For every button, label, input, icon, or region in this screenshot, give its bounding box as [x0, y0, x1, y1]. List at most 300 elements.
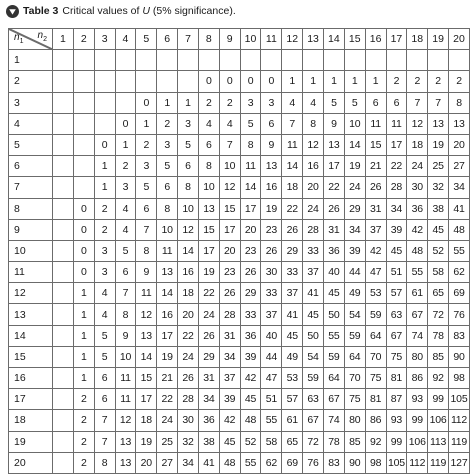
table-cell: 106: [407, 431, 428, 452]
table-cell: [53, 156, 74, 177]
table-cell: 78: [323, 431, 344, 452]
table-cell: 3: [136, 156, 157, 177]
table-cell: 33: [303, 240, 324, 261]
table-cell: 19: [157, 346, 178, 367]
table-cell: 40: [261, 325, 282, 346]
table-cell: 106: [428, 410, 449, 431]
table-cell: 42: [407, 219, 428, 240]
table-cell: 86: [407, 368, 428, 389]
table-cell: 10: [178, 198, 199, 219]
table-cell: 1: [136, 113, 157, 134]
table-cell: 69: [449, 283, 470, 304]
table-cell: 0: [261, 71, 282, 92]
table-cell: 2: [219, 92, 240, 113]
table-cell: 22: [157, 389, 178, 410]
table-cell: 2: [73, 389, 94, 410]
table-cell: 112: [449, 410, 470, 431]
column-header: 8: [198, 29, 219, 50]
table-cell: 9: [115, 325, 136, 346]
column-header: 16: [365, 29, 386, 50]
table-cell: 2: [198, 92, 219, 113]
table-cell: [157, 71, 178, 92]
table-cell: 44: [344, 262, 365, 283]
table-cell: [428, 50, 449, 71]
table-cell: 29: [344, 198, 365, 219]
table-row: [9, 346, 470, 367]
table-cell: 1: [178, 92, 199, 113]
table-cell: 13: [261, 156, 282, 177]
table-cell: 1: [115, 134, 136, 155]
table-cell: 19: [344, 156, 365, 177]
table-row: [9, 389, 470, 410]
table-cell: 54: [344, 304, 365, 325]
column-header: 6: [157, 29, 178, 50]
table-cell: 5: [94, 325, 115, 346]
table-cell: 45: [282, 325, 303, 346]
column-header: 20: [449, 29, 470, 50]
table-cell: 34: [198, 389, 219, 410]
table-cell: 16: [178, 262, 199, 283]
table-cell: 127: [449, 452, 470, 473]
table-cell: 0: [73, 262, 94, 283]
table-cell: 39: [219, 389, 240, 410]
table-cell: 4: [198, 113, 219, 134]
table-cell: 67: [407, 304, 428, 325]
table-cell: 11: [136, 283, 157, 304]
table-cell: 24: [157, 410, 178, 431]
table-cell: 67: [386, 325, 407, 346]
table-cell: 4: [115, 219, 136, 240]
column-header: 3: [94, 29, 115, 50]
table-cell: 31: [198, 368, 219, 389]
table-cell: 30: [407, 177, 428, 198]
table-cell: 6: [136, 198, 157, 219]
table-row: [9, 113, 470, 134]
table-cell: 65: [282, 431, 303, 452]
table-cell: 6: [157, 177, 178, 198]
table-cell: 62: [261, 452, 282, 473]
table-cell: 61: [407, 283, 428, 304]
table-cell: 22: [386, 156, 407, 177]
table-cell: 1: [365, 71, 386, 92]
table-cell: 98: [365, 452, 386, 473]
table-cell: 39: [344, 240, 365, 261]
table-cell: 2: [157, 113, 178, 134]
table-cell: 6: [94, 389, 115, 410]
table-cell: 1: [344, 71, 365, 92]
table-cell: 26: [365, 177, 386, 198]
critical-values-table: [8, 28, 470, 474]
table-cell: [53, 325, 74, 346]
table-cell: 18: [282, 177, 303, 198]
table-cell: 13: [323, 134, 344, 155]
table-cell: 24: [198, 304, 219, 325]
table-cell: 5: [323, 92, 344, 113]
table-cell: 75: [365, 368, 386, 389]
table-title: [62, 5, 235, 17]
table-cell: 15: [136, 368, 157, 389]
table-cell: 9: [136, 262, 157, 283]
table-cell: 4: [94, 304, 115, 325]
table-cell: 55: [407, 262, 428, 283]
table-cell: [53, 198, 74, 219]
table-cell: 8: [449, 92, 470, 113]
table-cell: 12: [115, 410, 136, 431]
table-cell: 70: [365, 346, 386, 367]
table-cell: 12: [178, 219, 199, 240]
table-cell: 7: [94, 431, 115, 452]
table-cell: 7: [115, 283, 136, 304]
table-cell: 70: [344, 368, 365, 389]
table-cell: [449, 50, 470, 71]
table-cell: 36: [323, 240, 344, 261]
table-cell: [386, 50, 407, 71]
table-cell: 67: [303, 410, 324, 431]
table-cell: [94, 113, 115, 134]
table-cell: 1: [282, 71, 303, 92]
table-cell: 1: [73, 304, 94, 325]
header-row: [9, 29, 470, 50]
row-header: 4: [9, 113, 53, 134]
table-cell: [53, 346, 74, 367]
table-cell: 28: [303, 219, 324, 240]
table-cell: 25: [157, 431, 178, 452]
table-cell: 21: [365, 156, 386, 177]
table-cell: 8: [94, 452, 115, 473]
table-row: [9, 410, 470, 431]
table-cell: 98: [449, 368, 470, 389]
table-cell: 64: [323, 368, 344, 389]
table-cell: 1: [303, 71, 324, 92]
table-cell: [136, 71, 157, 92]
table-cell: 14: [136, 346, 157, 367]
table-cell: 19: [261, 198, 282, 219]
table-cell: 0: [136, 92, 157, 113]
table-cell: 5: [136, 177, 157, 198]
table-cell: 15: [198, 219, 219, 240]
table-cell: 6: [94, 368, 115, 389]
table-cell: 38: [198, 431, 219, 452]
table-cell: [73, 177, 94, 198]
table-cell: 26: [198, 325, 219, 346]
table-cell: 45: [240, 389, 261, 410]
column-variable-label: $n_2$: [37, 30, 47, 43]
table-cell: 0: [73, 240, 94, 261]
table-cell: 17: [136, 389, 157, 410]
table-cell: 8: [115, 304, 136, 325]
row-header: 10: [9, 240, 53, 261]
table-cell: 8: [157, 198, 178, 219]
table-cell: 99: [428, 389, 449, 410]
table-cell: 119: [428, 452, 449, 473]
table-cell: 14: [282, 156, 303, 177]
table-cell: 87: [386, 389, 407, 410]
table-row: [9, 325, 470, 346]
column-header: 13: [303, 29, 324, 50]
table-cell: 59: [303, 368, 324, 389]
table-cell: 22: [323, 177, 344, 198]
table-cell: [53, 283, 74, 304]
table-cell: 48: [219, 452, 240, 473]
table-cell: 26: [282, 219, 303, 240]
table-cell: [94, 71, 115, 92]
table-cell: 50: [303, 325, 324, 346]
table-cell: 5: [178, 134, 199, 155]
table-cell: 3: [178, 113, 199, 134]
table-cell: 32: [178, 431, 199, 452]
table-cell: 16: [157, 304, 178, 325]
table-cell: 90: [344, 452, 365, 473]
table-cell: 31: [365, 198, 386, 219]
row-header: 18: [9, 410, 53, 431]
table-cell: 37: [365, 219, 386, 240]
column-header: 14: [323, 29, 344, 50]
table-cell: 8: [136, 240, 157, 261]
table-cell: 5: [94, 346, 115, 367]
table-cell: 1: [73, 346, 94, 367]
row-header: 19: [9, 431, 53, 452]
table-cell: 99: [407, 410, 428, 431]
table-cell: 3: [261, 92, 282, 113]
table-cell: 69: [282, 452, 303, 473]
table-cell: 5: [240, 113, 261, 134]
table-cell: 49: [344, 283, 365, 304]
table-cell: 83: [323, 452, 344, 473]
table-cell: 64: [365, 325, 386, 346]
table-cell: 12: [136, 304, 157, 325]
table-cell: 21: [157, 368, 178, 389]
table-cell: 112: [407, 452, 428, 473]
table-row: [9, 240, 470, 261]
table-cell: 48: [449, 219, 470, 240]
table-cell: [178, 50, 199, 71]
table-cell: 81: [365, 389, 386, 410]
title-suffix: (5% significance).: [149, 5, 236, 17]
table-cell: 59: [365, 304, 386, 325]
table-cell: 18: [407, 134, 428, 155]
table-cell: [261, 50, 282, 71]
table-cell: 59: [344, 325, 365, 346]
table-cell: 48: [407, 240, 428, 261]
table-cell: 40: [323, 262, 344, 283]
table-cell: 29: [282, 240, 303, 261]
table-cell: [73, 50, 94, 71]
table-cell: [73, 92, 94, 113]
table-cell: 32: [428, 177, 449, 198]
table-cell: 10: [115, 346, 136, 367]
table-cell: [282, 50, 303, 71]
table-cell: [53, 92, 74, 113]
table-cell: 2: [73, 431, 94, 452]
table-cell: 26: [219, 283, 240, 304]
table-cell: [407, 50, 428, 71]
table-cell: [73, 71, 94, 92]
table-cell: 47: [365, 262, 386, 283]
table-cell: 17: [240, 198, 261, 219]
table-cell: 33: [261, 283, 282, 304]
table-cell: 105: [449, 389, 470, 410]
table-cell: 1: [73, 325, 94, 346]
table-cell: 20: [178, 304, 199, 325]
column-header: 9: [219, 29, 240, 50]
table-cell: 22: [198, 283, 219, 304]
column-header: 2: [73, 29, 94, 50]
table-cell: 48: [240, 410, 261, 431]
table-cell: 63: [386, 304, 407, 325]
column-header: 17: [386, 29, 407, 50]
table-cell: 2: [73, 452, 94, 473]
table-cell: [53, 177, 74, 198]
table-row: [9, 198, 470, 219]
table-cell: 45: [219, 431, 240, 452]
table-cell: 18: [178, 283, 199, 304]
table-cell: 0: [198, 71, 219, 92]
row-header: 9: [9, 219, 53, 240]
table-cell: 29: [240, 283, 261, 304]
table-row: [9, 262, 470, 283]
table-cell: 92: [365, 431, 386, 452]
table-cell: 6: [365, 92, 386, 113]
table-cell: 14: [344, 134, 365, 155]
table-cell: 11: [386, 113, 407, 134]
table-cell: 7: [136, 219, 157, 240]
row-header: 1: [9, 50, 53, 71]
table-cell: 93: [386, 410, 407, 431]
table-cell: 6: [115, 262, 136, 283]
table-cell: 24: [303, 198, 324, 219]
table-cell: 1: [157, 92, 178, 113]
row-header: 5: [9, 134, 53, 155]
table-cell: 3: [94, 240, 115, 261]
table-cell: 61: [282, 410, 303, 431]
table-cell: 72: [303, 431, 324, 452]
table-cell: [53, 431, 74, 452]
table-cell: 8: [178, 177, 199, 198]
table-cell: 80: [344, 410, 365, 431]
table-row: [9, 219, 470, 240]
table-cell: 14: [157, 283, 178, 304]
table-cell: 31: [323, 219, 344, 240]
column-header: 12: [282, 29, 303, 50]
table-cell: 90: [449, 346, 470, 367]
table-cell: 65: [428, 283, 449, 304]
table-cell: 17: [198, 240, 219, 261]
table-cell: 4: [94, 283, 115, 304]
table-cell: 16: [261, 177, 282, 198]
table-cell: [53, 71, 74, 92]
table-cell: 52: [428, 240, 449, 261]
title-prefix: Critical values of: [62, 5, 143, 17]
table-cell: 42: [240, 368, 261, 389]
table-cell: 1: [94, 156, 115, 177]
table-cell: 45: [303, 304, 324, 325]
table-cell: 3: [115, 177, 136, 198]
table-cell: 86: [365, 410, 386, 431]
table-cell: 13: [115, 452, 136, 473]
table-cell: [53, 410, 74, 431]
table-cell: 2: [428, 71, 449, 92]
column-header: 15: [344, 29, 365, 50]
table-cell: [53, 50, 74, 71]
table-cell: 29: [198, 346, 219, 367]
table-cell: 6: [198, 134, 219, 155]
table-cell: 3: [157, 134, 178, 155]
table-cell: 33: [282, 262, 303, 283]
table-cell: 72: [428, 304, 449, 325]
row-header: 8: [9, 198, 53, 219]
table-cell: 119: [449, 431, 470, 452]
table-cell: 75: [344, 389, 365, 410]
table-cell: 4: [219, 113, 240, 134]
table-cell: 17: [219, 219, 240, 240]
corner-cell: [9, 29, 53, 50]
table-cell: 78: [428, 325, 449, 346]
table-cell: [115, 71, 136, 92]
table-cell: [53, 240, 74, 261]
table-cell: 10: [157, 219, 178, 240]
table-cell: [219, 50, 240, 71]
table-caption: [6, 3, 236, 19]
table-cell: 105: [386, 452, 407, 473]
table-cell: 31: [219, 325, 240, 346]
table-cell: 4: [115, 198, 136, 219]
table-cell: 59: [323, 346, 344, 367]
table-cell: 49: [282, 346, 303, 367]
table-cell: 45: [323, 283, 344, 304]
table-cell: 3: [240, 92, 261, 113]
table-cell: 7: [428, 92, 449, 113]
table-cell: 36: [240, 325, 261, 346]
table-cell: 19: [136, 431, 157, 452]
row-header: 3: [9, 92, 53, 113]
table-cell: 50: [323, 304, 344, 325]
table-cell: 81: [386, 368, 407, 389]
table-cell: 36: [198, 410, 219, 431]
table-cell: 22: [282, 198, 303, 219]
table-cell: 13: [449, 113, 470, 134]
table-cell: 76: [449, 304, 470, 325]
table-cell: 39: [386, 219, 407, 240]
table-cell: 25: [428, 156, 449, 177]
table-cell: 2: [136, 134, 157, 155]
table-cell: 2: [94, 219, 115, 240]
table-cell: 58: [428, 262, 449, 283]
table-cell: 57: [282, 389, 303, 410]
table-cell: 2: [449, 71, 470, 92]
table-cell: 67: [323, 389, 344, 410]
table-row: [9, 452, 470, 473]
table-cell: 28: [219, 304, 240, 325]
table-cell: 17: [157, 325, 178, 346]
table-cell: 11: [157, 240, 178, 261]
table-cell: 12: [407, 113, 428, 134]
table-cell: 41: [449, 198, 470, 219]
table-cell: 5: [344, 92, 365, 113]
table-cell: 99: [386, 431, 407, 452]
table-cell: 24: [178, 346, 199, 367]
table-cell: 15: [219, 198, 240, 219]
table-cell: 1: [73, 368, 94, 389]
table-cell: [323, 50, 344, 71]
table-cell: 51: [386, 262, 407, 283]
table-cell: 13: [428, 113, 449, 134]
table-cell: 20: [303, 177, 324, 198]
table-cell: 76: [303, 452, 324, 473]
table-cell: [53, 113, 74, 134]
table-cell: 62: [449, 262, 470, 283]
table-cell: 6: [386, 92, 407, 113]
row-header: 20: [9, 452, 53, 473]
